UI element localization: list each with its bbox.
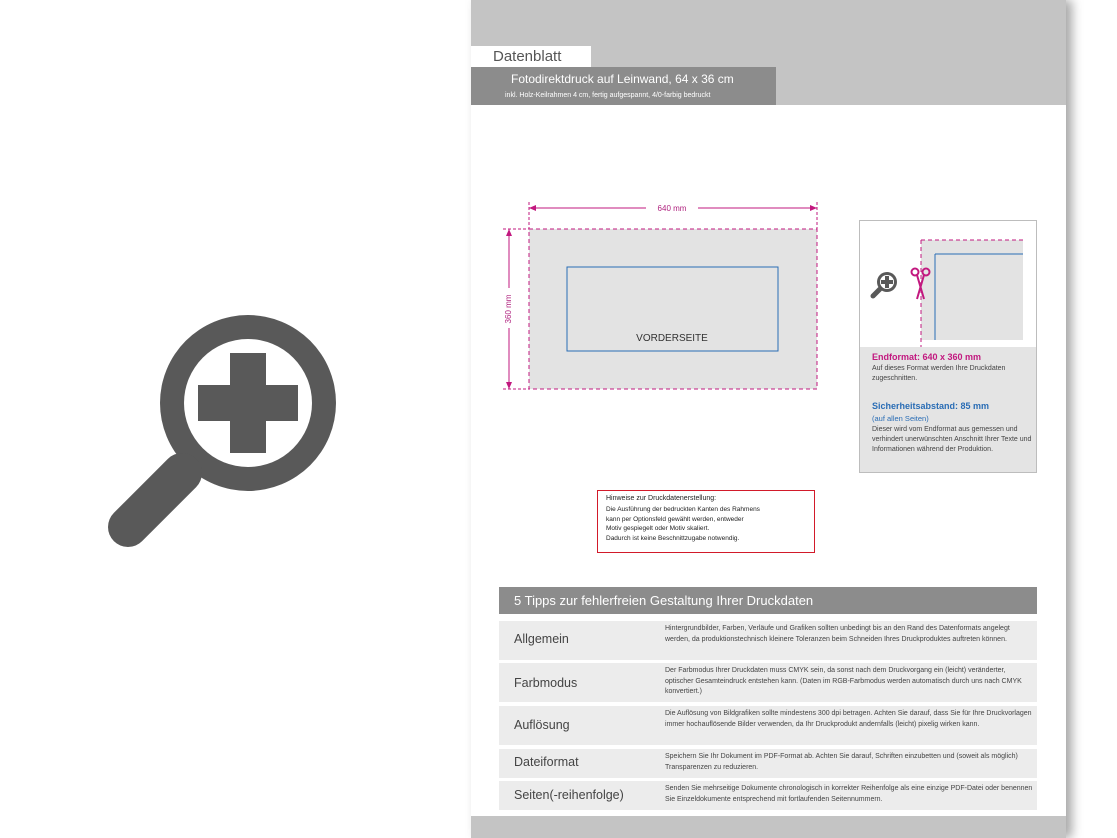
format-diagram [500,198,830,398]
hint-text: Die Ausführung der bedruckten Kanten des Rahmens kann per Optionsfeld gewählt werden, entweder Motiv gespiegelt oder Motiv skaliert. Dadurch ist keine Beschnittzugabe notwendig. [606,506,760,542]
tip-text: Senden Sie mehrseitige Dokumente chronologisch in korrekter Reihenfolge als eine einzige PDF-Datei oder benennen Sie Einzeldokumente entsprechend mit fortlaufenden Seitennummern. [665,785,1033,803]
tips-header: 5 Tipps zur fehlerfreien Gestaltung Ihrer Druckdaten [499,587,1037,614]
safety-subtitle: (auf allen Seiten) [872,414,929,423]
product-title: Fotodirektdruck auf Leinwand, 64 x 36 cm [511,72,734,86]
width-arrow-left [529,205,536,211]
tip-row [499,706,1037,745]
page-title: Datenblatt [471,46,591,67]
height-arrow-bottom [506,382,512,389]
tip-row [499,663,1037,702]
footer-band [471,816,1066,838]
zoom-in-icon [873,272,897,296]
tip-text: Die Auflösung von Bildgrafiken sollte mindestens 300 dpi betragen. Achten Sie darauf, dass Sie für Ihre Druckvorlagen immer hochauflösende Bilder verwenden, da Ihr Druckprodukt andernfalls (leicht) pixelig wirken kann. [665,710,1032,728]
tip-name: Seiten(-reihenfolge) [514,788,624,802]
tip-text: Speichern Sie Ihr Dokument im PDF-Format ab. Achten Sie darauf, Schriften einzubetten und (soweit als möglich) Transparenzen zu reduzieren. [665,753,1018,771]
tip-row [499,749,1037,778]
width-label: 640 mm [657,204,687,213]
legend-box [859,220,1037,473]
legend-text [860,347,1036,472]
width-arrow-right [810,205,817,211]
safety-title: Sicherheitsabstand: 85 mm [872,401,990,411]
tip-name: Auflösung [514,718,570,732]
tip-text: Hintergrundbilder, Farben, Verläufe und Grafiken sollten unbedingt bis an den Rand des Datenformats angelegt werden, da produktionstechnisch kleinere Toleranzen beim Schneiden Ihres Druckproduktes auftreten können. [665,625,1010,643]
canvas-area [529,229,817,389]
height-arrow-top [506,229,512,236]
tip-row [499,621,1037,660]
tip-name: Dateiformat [514,755,579,769]
hint-box [597,490,815,553]
product-subtitle: inkl. Holz-Keilrahmen 4 cm, fertig aufgespannt, 4/0-farbig bedruckt [505,92,711,99]
front-label: VORDERSEITE [636,333,708,344]
endformat-title: Endformat: 640 x 360 mm [872,352,982,362]
endformat-text: Auf dieses Format werden Ihre Druckdaten zugeschnitten. [872,365,1006,382]
height-label: 360 mm [504,294,513,324]
legend-detail-image [860,221,1036,347]
product-title-box [471,67,776,105]
hint-title: Hinweise zur Druckdatenerstellung: [606,495,717,502]
tip-text: Der Farbmodus Ihrer Druckdaten muss CMYK sein, da sonst nach dem Druckvorgang ein (leicht) veränderter, optischer Gesamteindruck entstehen kann. (Daten im RGB-Farbmodus werden automatisch durch uns nach CMYK konvertiert.) [665,667,1022,695]
tip-name: Farbmodus [514,676,578,690]
tip-row [499,781,1037,810]
zoom-in-icon[interactable] [100,305,360,550]
safety-text: Dieser wird vom Endformat aus gemessen und verhindert unerwünschten Anschnitt Ihrer Texte und Informationen während der Produktion. [872,426,1032,453]
tip-name: Allgemein [514,632,569,646]
